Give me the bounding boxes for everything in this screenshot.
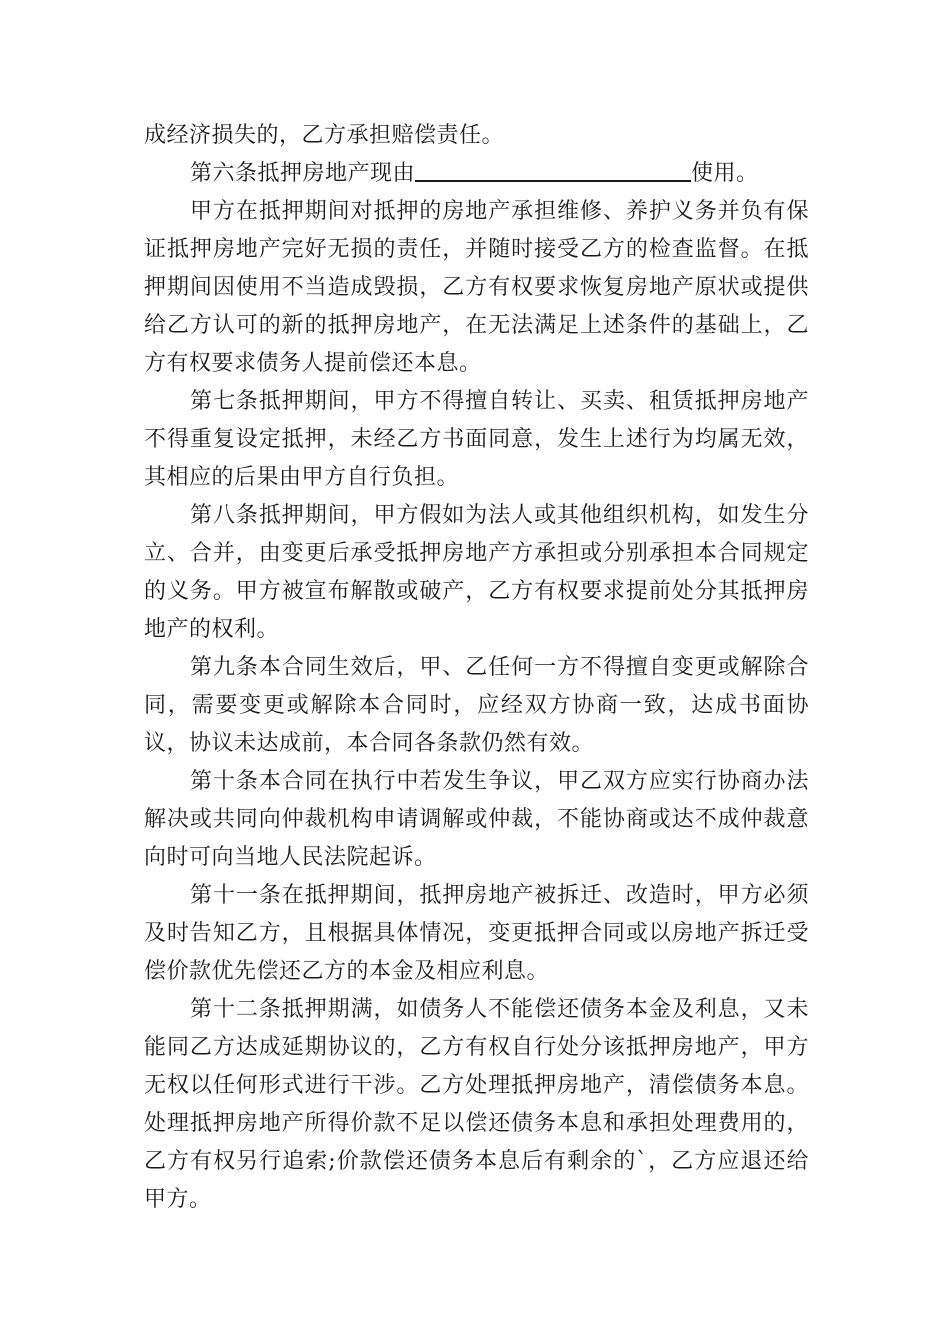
paragraph-continuation: 成经济损失的，乙方承担赔偿责任。 xyxy=(144,123,505,148)
article-10: 第十条本合同在执行中若发生争议，甲乙双方应实行协商办法解决或共同向仲裁机构申请调解或仲裁，不能协商或达不成仲裁意向时可向当地人民法院起诉。 xyxy=(144,769,809,870)
article-8: 第八条抵押期间，甲方假如为法人或其他组织机构，如发生分立、合并，由变更后承受抵押房地产方承担或分别承担本合同规定的义务。甲方被宣布解散或破产，乙方有权要求提前处分其抵押房地产的权利。 xyxy=(144,503,809,642)
article-12: 第十二条抵押期满，如债务人不能偿还债务本金及利息，又未能同乙方达成延期协议的，乙方有权自行处分该抵押房地产，甲方无权以任何形式进行干涉。乙方处理抵押房地产，清偿债务本息。处理抵押房地产所得价款不足以偿还债务本息和承担处理费用的，乙方有权另行追索;价款偿还债务本息后有剩余的`，乙方应退还给甲方。 xyxy=(144,997,809,1212)
article-6 xyxy=(144,155,809,193)
article-7: 第七条抵押期间，甲方不得擅自转让、买卖、租赁抵押房地产不得重复设定抵押，未经乙方书面同意，发生上述行为均属无效，其相应的后果由甲方自行负担。 xyxy=(144,389,809,490)
article-9: 第九条本合同生效后，甲、乙任何一方不得擅自变更或解除合同，需要变更或解除本合同时，应经双方协商一致，达成书面协议，协议未达成前，本合同各条款仍然有效。 xyxy=(144,655,809,756)
article-6-prefix: 第六条抵押房地产现由 xyxy=(190,161,416,186)
article-11: 第十一条在抵押期间，抵押房地产被拆迁、改造时，甲方必须及时告知乙方，且根据具体情况，变更抵押合同或以房地产拆迁受偿价款优先偿还乙方的本金及相应利息。 xyxy=(144,883,809,984)
article-6-suffix: 使用。 xyxy=(691,161,759,186)
paragraph-maintenance: 甲方在抵押期间对抵押的房地产承担维修、养护义务并负有保证抵押房地产完好无损的责任，并随时接受乙方的检查监督。在抵押期间因使用不当造成毁损，乙方有权要求恢复房地产原状或提供给乙方认可的新的抵押房地产，在无法满足上述条件的基础上，乙方有权要求债务人提前偿还本息。 xyxy=(144,199,809,376)
document-page xyxy=(144,117,809,1219)
fill-in-blank[interactable] xyxy=(415,158,691,182)
